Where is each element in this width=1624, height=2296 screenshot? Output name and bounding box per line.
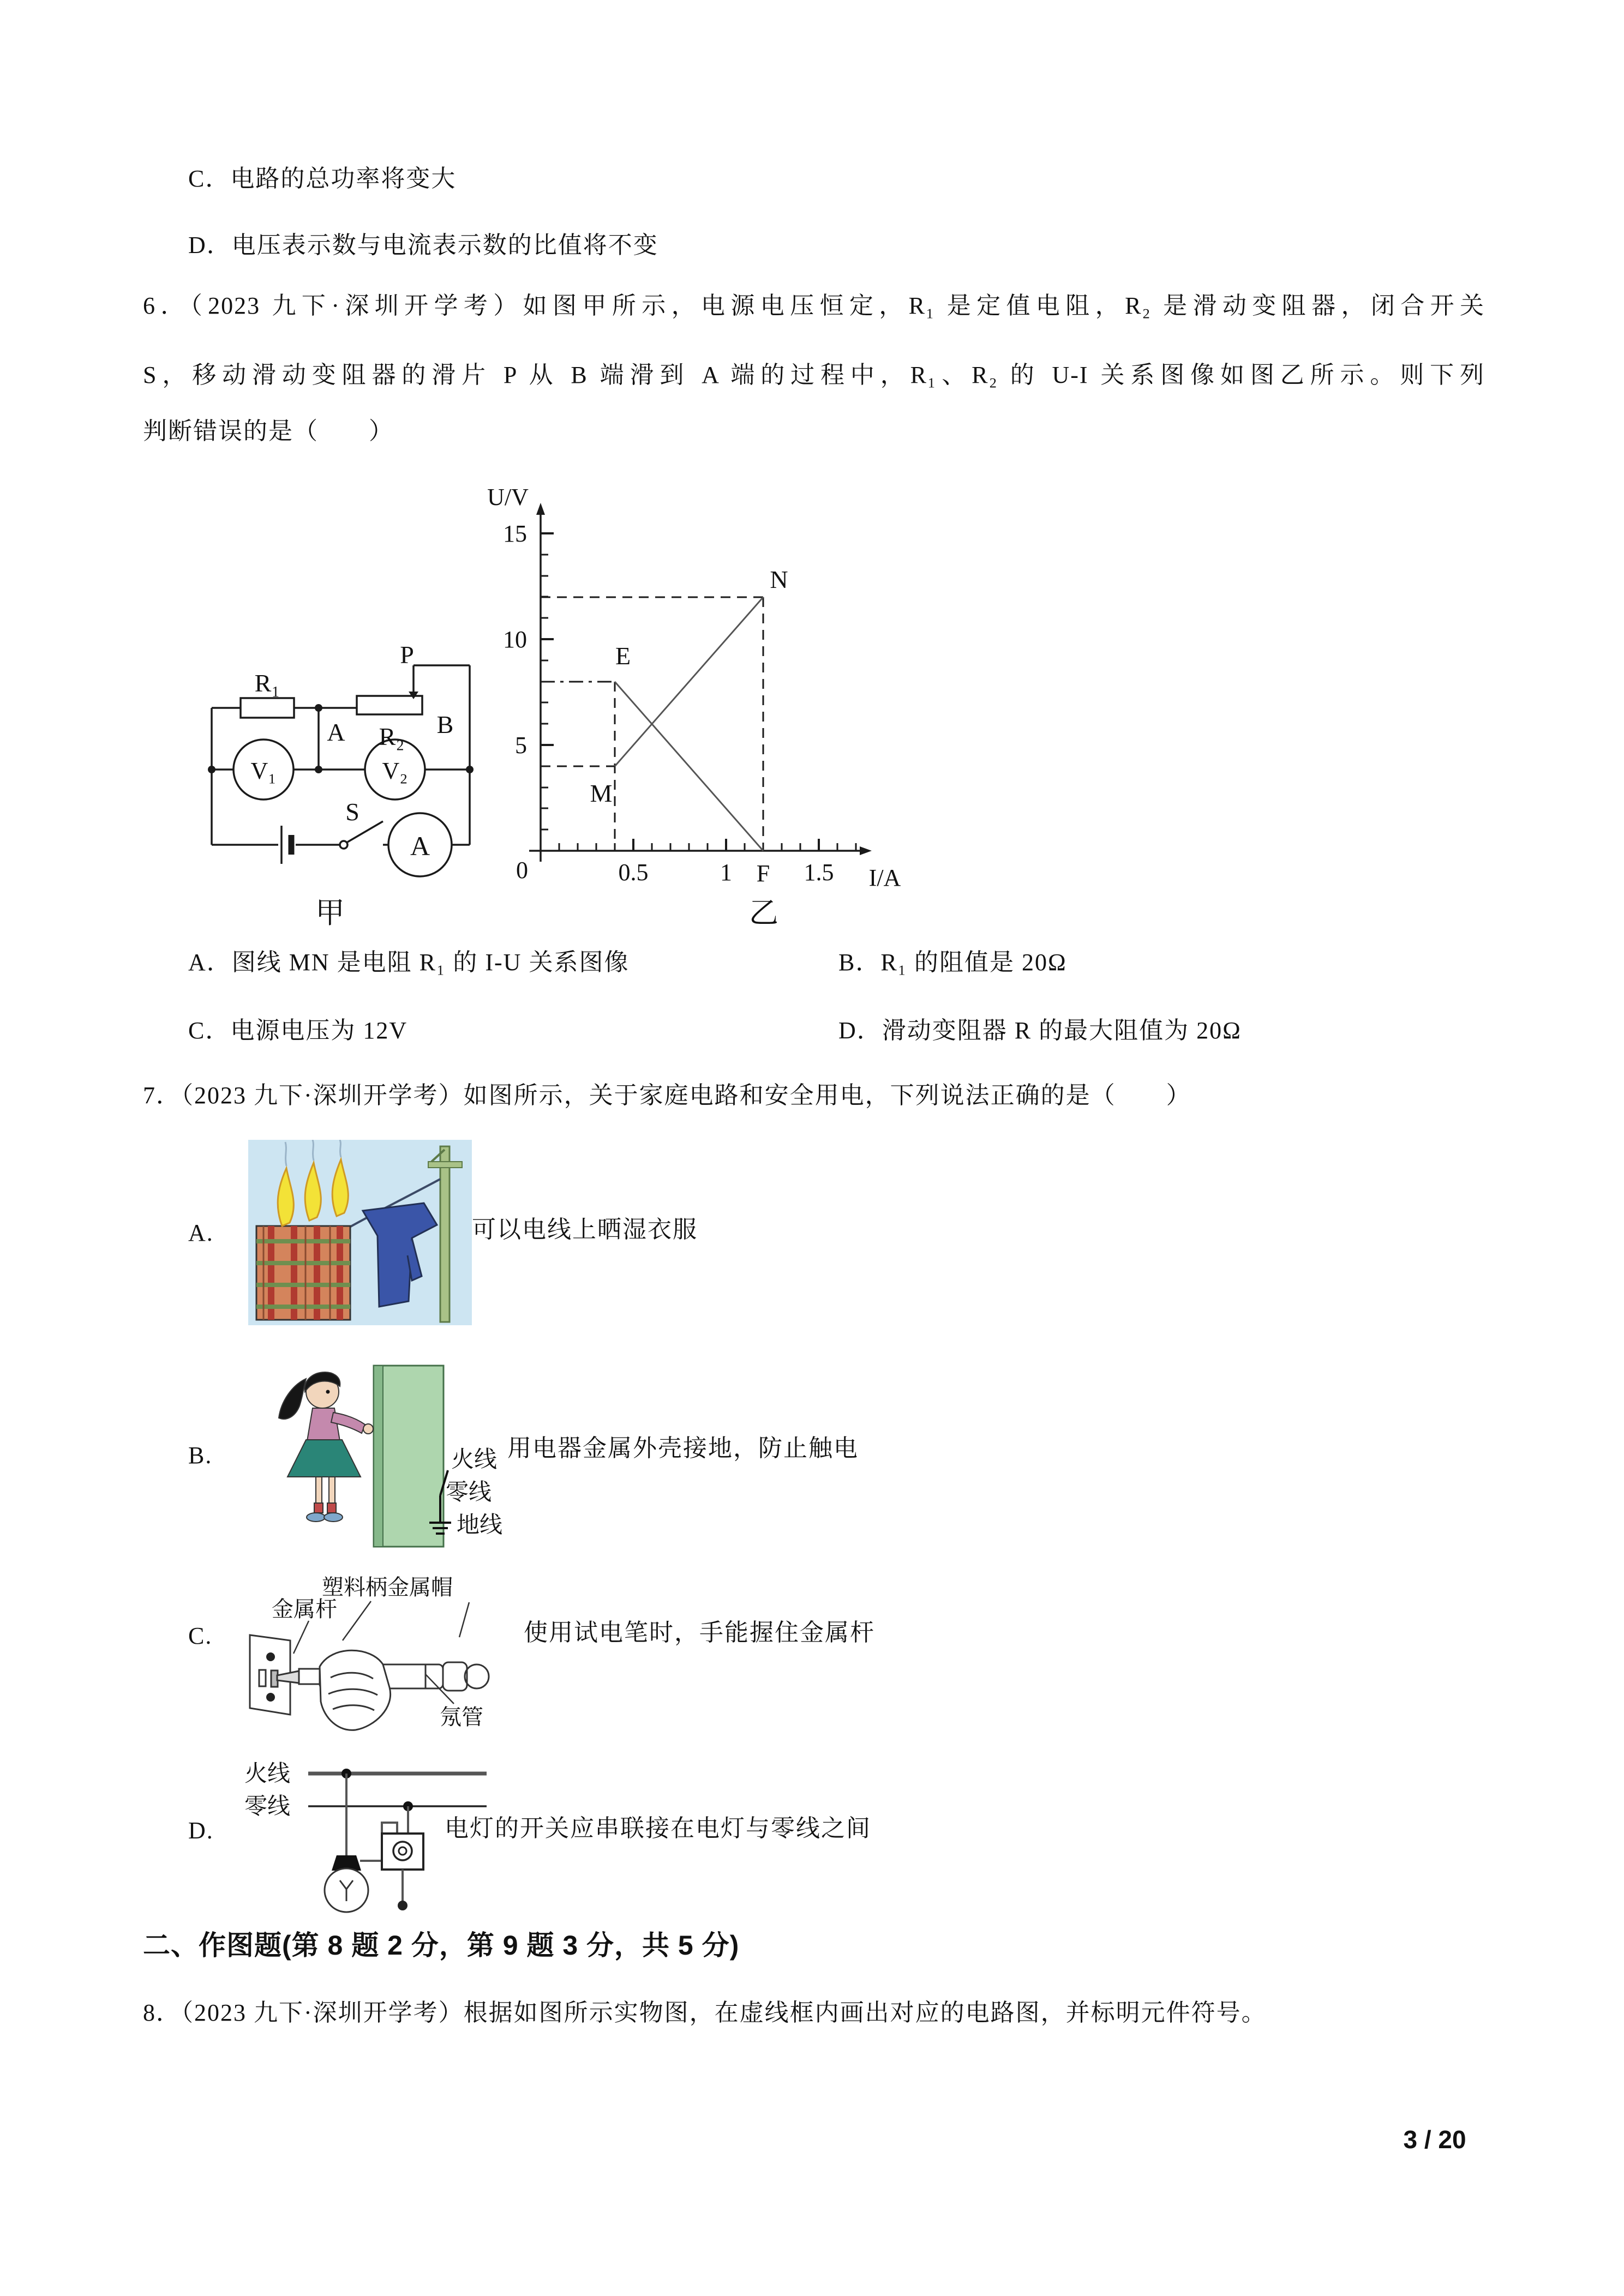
girl-figure (279, 1372, 373, 1522)
caption-yi: 乙 (749, 897, 778, 929)
q6-option-b: B．R₁ 的阻值是 20Ω (838, 949, 1067, 976)
sock-left (314, 1503, 323, 1513)
q6-option-d: D．滑动变阻器 R 的最大阻值为 20Ω (838, 1017, 1242, 1044)
pull-cord-ball (398, 1901, 408, 1910)
resistor-r1-symbol (241, 698, 294, 718)
label-v1: V₁ (250, 758, 277, 784)
caption-jia: 甲 (315, 897, 345, 929)
ponytail (279, 1379, 306, 1419)
graph-point-n: N (770, 566, 788, 593)
label-p: P (400, 641, 414, 669)
label-live-wire: 火线 (244, 1762, 291, 1787)
y-axis-arrow (536, 503, 545, 515)
q8-stem: 8．（2023 九下·深圳开学考）根据如图所示实物图，在虚线框内画出对应的电路图，并标明元件符号。 (143, 1999, 1267, 2026)
skirt (287, 1440, 361, 1477)
label-neutral-wire: 零线 (446, 1480, 492, 1505)
x-axis-arrow (860, 846, 872, 855)
shoe-left (307, 1513, 325, 1522)
line-ef (615, 682, 763, 851)
q7-option-d-label: D. (188, 1817, 214, 1844)
graph-point-e: E (615, 642, 631, 670)
q6-stem-line3: 判断错误的是（ ） (143, 418, 394, 444)
graph-xtick-05: 0.5 (618, 859, 649, 886)
q7-option-c-image (207, 1571, 556, 1734)
switch-pivot (340, 841, 347, 849)
sock-right (327, 1503, 336, 1513)
pen-metal-cap (443, 1662, 467, 1691)
graph-point-m: M (590, 779, 613, 807)
ui-graph-lines (615, 597, 763, 851)
label-b-terminal: B (436, 711, 454, 738)
graph-point-f: F (756, 860, 770, 887)
graph-ytick-10: 10 (503, 626, 527, 653)
q7-option-d-text: 电灯的开关应串联接在电灯与零线之间 (445, 1815, 871, 1842)
q6-option-a: A．图线 MN 是电阻 R₁ 的 I-U 关系图像 (188, 949, 630, 976)
label-a-terminal: A (327, 718, 345, 746)
label-ammeter: A (410, 831, 430, 861)
graph-origin: 0 (516, 857, 528, 883)
label-ground-wire: 地线 (457, 1513, 503, 1538)
q5-option-c: C．电路的总功率将变大 (188, 165, 457, 192)
y-major-ticks (541, 533, 554, 745)
eye (326, 1390, 330, 1394)
label-live-wire: 火线 (451, 1447, 498, 1472)
q6-stem-line1: 6．（2023 九下·深圳开学考）如图甲所示，电源电压恒定，R₁ 是定值电阻，R₂ 是滑动变阻器，闭合开关 (143, 292, 1485, 319)
label-neon-tube: 氖管 (440, 1705, 483, 1729)
label-metal-rod: 金属杆 (272, 1597, 337, 1621)
q6-figure (191, 480, 955, 938)
q7-option-c-text: 使用试电笔时，手能握住金属杆 (524, 1619, 875, 1646)
q5-option-d: D．电压表示数与电流表示数的比值将不变 (188, 232, 658, 259)
q7-option-b-label: B. (188, 1442, 213, 1469)
q7-option-c-label: C. (188, 1622, 213, 1649)
circuit-diagram (208, 665, 474, 876)
label-plastic-handle-metal-cap: 塑料柄金属帽 (322, 1575, 453, 1600)
pen-end-ring (465, 1664, 489, 1688)
x-minor-ticks (559, 843, 856, 851)
graph-xlabel: I/A (868, 864, 901, 891)
hand (320, 1650, 391, 1730)
leg-left (316, 1477, 322, 1505)
q7-option-a-image (248, 1140, 472, 1325)
label-r1: R₁ (254, 669, 280, 697)
graph-xtick-15: 1.5 (804, 859, 834, 886)
q7-option-a-text: 可以电线上晒湿衣服 (472, 1216, 698, 1243)
leg-right (329, 1477, 335, 1505)
q7-option-a-label: A. (188, 1219, 214, 1246)
graph-ylabel: U/V (487, 484, 529, 510)
label-r2: R₂ (379, 723, 405, 750)
line-mn (615, 597, 763, 766)
graph-xtick-1: 1 (720, 859, 732, 886)
x-major-ticks (633, 839, 819, 851)
plaid-blanket (256, 1226, 350, 1320)
pull-switch-box (382, 1834, 423, 1870)
label-v2: V₂ (382, 758, 408, 784)
label-s: S (345, 798, 359, 826)
shoe-right (324, 1513, 343, 1522)
label-neutral-wire: 零线 (244, 1794, 291, 1819)
q6-stem-line2: S，移动滑动变阻器的滑片 P 从 B 端滑到 A 端的过程中，R₁、R₂ 的 U-I 关系图像如图乙所示。则下列 (143, 362, 1485, 388)
refrigerator (374, 1366, 444, 1547)
graph-ytick-15: 15 (503, 520, 527, 547)
page-number: 3 / 20 (1403, 2125, 1466, 2154)
hand (363, 1424, 373, 1434)
q7-option-b-text: 用电器金属外壳接地，防止触电 (507, 1435, 859, 1462)
pen-metal-rod (299, 1669, 320, 1684)
q7-stem: 7．（2023 九下·深圳开学考）如图所示，关于家庭电路和安全用电，下列说法正确的是（ ） (143, 1082, 1191, 1109)
q6-option-c: C．电源电压为 12V (188, 1017, 408, 1044)
section2-header: 二、作图题(第 8 题 2 分，第 9 题 3 分，共 5 分) (143, 1930, 740, 1961)
rheostat-r2-symbol (357, 696, 422, 714)
graph-ytick-5: 5 (515, 732, 527, 759)
y-minor-ticks (541, 555, 548, 830)
